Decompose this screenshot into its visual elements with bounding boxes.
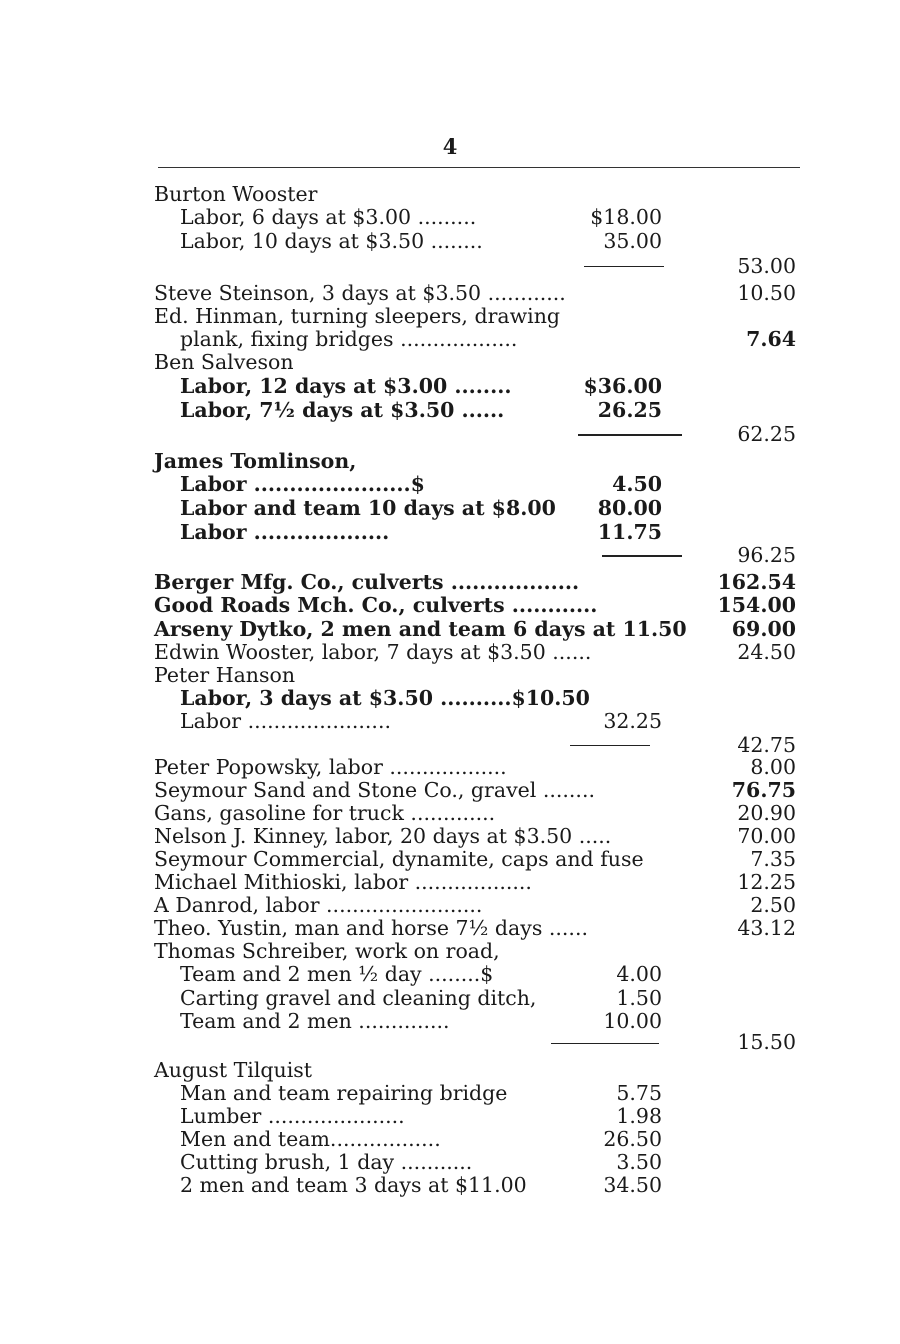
entry-line <box>0 182 900 206</box>
page-number: 4 <box>442 134 458 159</box>
entry-line <box>0 205 900 229</box>
item-amount: 1.98 <box>616 1104 662 1128</box>
item-amount: 10.00 <box>603 1009 662 1033</box>
entry-text: Berger Mfg. Co., culverts .................. <box>154 570 580 594</box>
entry-line <box>0 304 900 328</box>
entry-name: Ben Salveson <box>154 350 294 374</box>
entry-line <box>0 350 900 374</box>
item-amount: 11.75 <box>597 520 662 544</box>
header-rule <box>158 167 800 168</box>
entry-total: 15.50 <box>737 1030 796 1054</box>
item-text: Team and 2 men .............. <box>180 1009 450 1033</box>
entry-line <box>0 1081 900 1105</box>
entry-text: Ed. Hinman, turning sleepers, drawing <box>154 304 561 328</box>
entry-total: 7.35 <box>750 847 796 871</box>
entry-line <box>0 1030 900 1054</box>
entry-line <box>0 824 900 848</box>
entry-text-continued: plank, fixing bridges .................. <box>180 327 518 351</box>
item-text: Men and team................. <box>180 1127 441 1151</box>
entry-line <box>0 916 900 940</box>
item-amount: 3.50 <box>616 1150 662 1174</box>
entry-total: 24.50 <box>737 640 796 664</box>
entry-line <box>0 1150 900 1174</box>
item-text: Man and team repairing bridge <box>180 1081 508 1105</box>
entry-line <box>0 962 900 986</box>
entry-line <box>0 229 900 253</box>
item-amount: 34.50 <box>603 1173 662 1197</box>
item-amount: 80.00 <box>597 496 662 520</box>
item-text: Labor ......................$ <box>180 472 425 496</box>
entry-total: 62.25 <box>737 422 796 446</box>
entry-line <box>0 1058 900 1082</box>
entry-name: Peter Hanson <box>154 663 296 687</box>
item-text: Cutting brush, 1 day ........... <box>180 1150 473 1174</box>
item-amount: 4.50 <box>612 472 662 496</box>
entry-text: Nelson J. Kinney, labor, 20 days at $3.50 ..... <box>154 824 612 848</box>
item-amount: 26.25 <box>597 398 662 422</box>
entry-line <box>0 893 900 917</box>
entry-total: 70.00 <box>737 824 796 848</box>
item-text: Lumber ..................... <box>180 1104 405 1128</box>
item-text: Labor, 12 days at $3.00 ........ <box>180 374 512 398</box>
item-amount: $36.00 <box>583 374 662 398</box>
entry-line <box>0 570 900 594</box>
item-amount: 35.00 <box>603 229 662 253</box>
entry-total: 8.00 <box>750 755 796 779</box>
item-text: Labor ...................... <box>180 709 391 733</box>
entry-total: 7.64 <box>746 327 796 351</box>
entry-line <box>0 374 900 398</box>
entry-text: Steve Steinson, 3 days at $3.50 ............ <box>154 281 566 305</box>
entry-line <box>0 986 900 1010</box>
entry-name: James Tomlinson, <box>154 449 357 473</box>
entry-text: Arseny Dytko, 2 men and team 6 days at 11.50 <box>154 617 687 641</box>
item-amount: $18.00 <box>590 205 662 229</box>
entry-line <box>0 778 900 802</box>
entry-total: 154.00 <box>717 593 796 617</box>
entry-text: Peter Popowsky, labor .................. <box>154 755 507 779</box>
entry-line <box>0 327 900 351</box>
entry-name: Thomas Schreiber, work on road, <box>154 939 500 963</box>
entry-line <box>0 254 900 278</box>
entry-line <box>0 1127 900 1151</box>
entry-line <box>0 543 900 567</box>
entry-line <box>0 593 900 617</box>
entry-line <box>0 398 900 422</box>
entry-total: 42.75 <box>737 733 796 757</box>
entry-line <box>0 1104 900 1128</box>
item-text: Carting gravel and cleaning ditch, <box>180 986 537 1010</box>
entry-line <box>0 847 900 871</box>
entry-line <box>0 472 900 496</box>
entry-line <box>0 496 900 520</box>
entry-line <box>0 755 900 779</box>
entry-line <box>0 801 900 825</box>
entry-text: Michael Mithioski, labor .................. <box>154 870 532 894</box>
entry-text: A Danrod, labor ........................ <box>154 893 483 917</box>
item-text: Labor ................... <box>180 520 390 544</box>
entry-text: Seymour Sand and Stone Co., gravel ........ <box>154 778 595 802</box>
entry-line <box>0 422 900 446</box>
entry-line <box>0 617 900 641</box>
entry-line <box>0 686 900 710</box>
entry-line <box>0 520 900 544</box>
item-text: Labor, 3 days at $3.50 ..........$10.50 <box>180 686 590 710</box>
entry-name: August Tilquist <box>154 1058 313 1082</box>
entry-total: 76.75 <box>731 778 796 802</box>
item-amount: 32.25 <box>603 709 662 733</box>
entry-total: 43.12 <box>737 916 796 940</box>
entry-total: 2.50 <box>750 893 796 917</box>
entry-total: 10.50 <box>737 281 796 305</box>
item-amount: 26.50 <box>603 1127 662 1151</box>
entry-line <box>0 709 900 733</box>
item-text: Team and 2 men ½ day ........$ <box>180 962 494 986</box>
entry-total: 20.90 <box>737 801 796 825</box>
item-amount: 1.50 <box>616 986 662 1010</box>
entry-line <box>0 281 900 305</box>
entry-text: Good Roads Mch. Co., culverts ............ <box>154 593 598 617</box>
item-amount: 5.75 <box>616 1081 662 1105</box>
entry-text: Seymour Commercial, dynamite, caps and fuse <box>154 847 644 871</box>
entry-line <box>0 1173 900 1197</box>
entry-line <box>0 939 900 963</box>
entry-total: 96.25 <box>737 543 796 567</box>
item-text: Labor, 7½ days at $3.50 ...... <box>180 398 505 422</box>
entry-total: 162.54 <box>717 570 796 594</box>
item-text: Labor, 10 days at $3.50 ........ <box>180 229 483 253</box>
entry-name: Burton Wooster <box>154 182 318 206</box>
item-text: Labor, 6 days at $3.00 ......... <box>180 205 477 229</box>
entry-line <box>0 640 900 664</box>
entry-total: 69.00 <box>731 617 796 641</box>
entry-line <box>0 449 900 473</box>
entry-total: 12.25 <box>737 870 796 894</box>
entry-line <box>0 733 900 757</box>
entry-total: 53.00 <box>737 254 796 278</box>
entry-text: Theo. Yustin, man and horse 7½ days ...... <box>154 916 588 940</box>
item-text: 2 men and team 3 days at $11.00 <box>180 1173 527 1197</box>
entry-line <box>0 663 900 687</box>
item-text: Labor and team 10 days at $8.00 <box>180 496 556 520</box>
entry-text: Edwin Wooster, labor, 7 days at $3.50 ...... <box>154 640 592 664</box>
entry-line <box>0 870 900 894</box>
item-amount: 4.00 <box>616 962 662 986</box>
entry-text: Gans, gasoline for truck ............. <box>154 801 496 825</box>
